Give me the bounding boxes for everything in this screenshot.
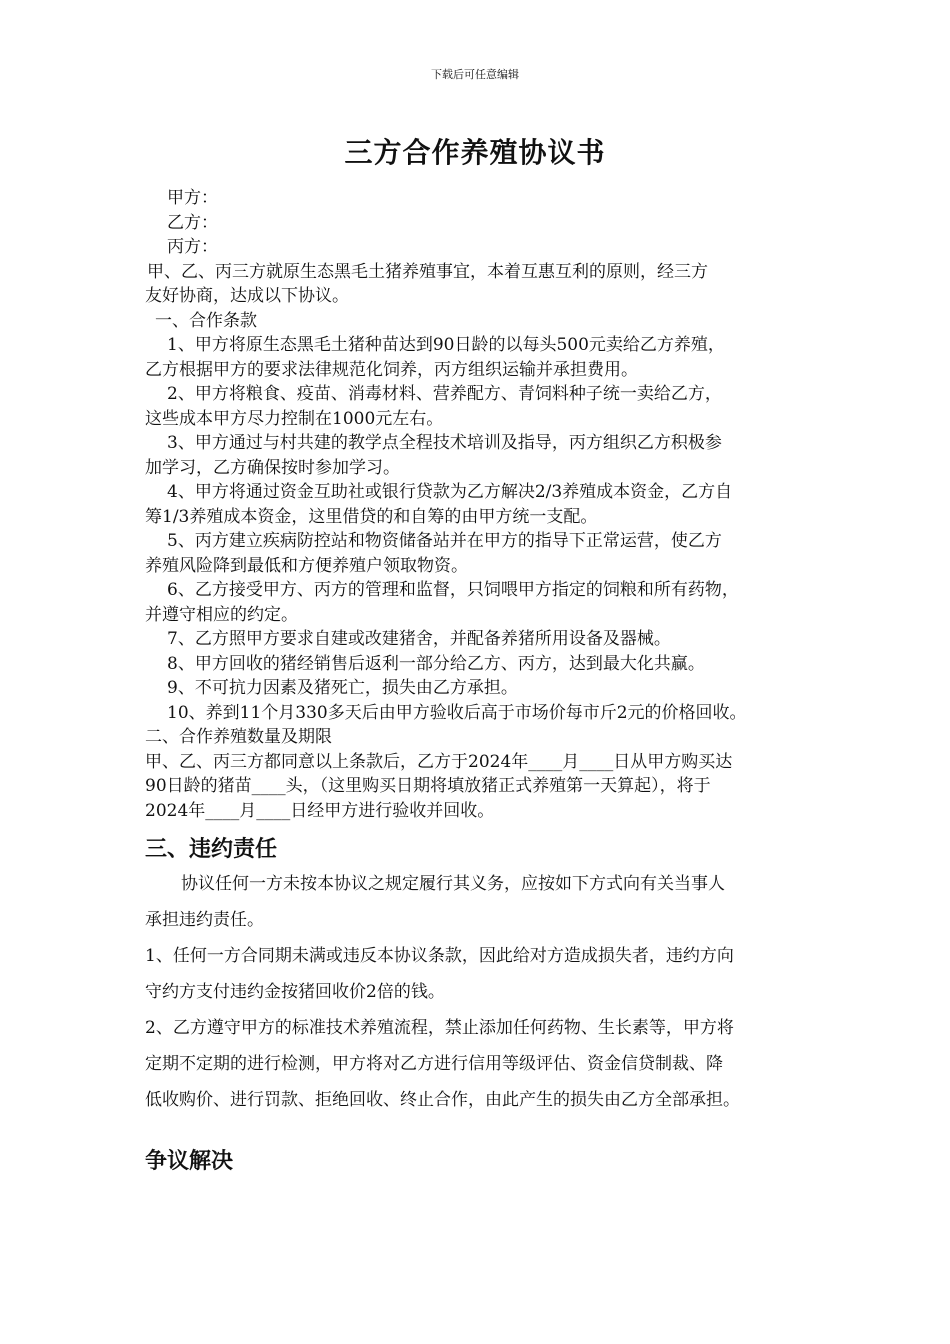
clause-line: 5、丙方建立疾病防控站和物资储备站并在甲方的指导下正常运营，使乙方 [167,531,722,551]
breach-line: 定期不定期的进行检测，甲方将对乙方进行信用等级评估、资金信贷制裁、降 [145,1054,723,1074]
clause-line: 4、甲方将通过资金互助社或银行贷款为乙方解决2/3养殖成本资金，乙方自 [167,482,733,502]
section-heading-breach: 三、违约责任 [145,836,278,862]
clause-line: 10、养到11个月330多天后由甲方验收后高于市场价每市斤2元的价格回收。 [167,702,747,723]
clause-line: 9、不可抗力因素及猪死亡，损失由乙方承担。 [167,678,518,698]
quantity-line: 90日龄的猪苗____头，（这里购买日期将填放猪正式养殖第一天算起），将于 [145,776,711,796]
clause-line: 筹1/3养殖成本资金，这里借贷的和自筹的由甲方统一支配。 [145,506,598,527]
document-title: 三方合作养殖协议书 [344,136,606,169]
quantity-line: 2024年____月____日经甲方进行验收并回收。 [145,800,495,821]
clause-line: 8、甲方回收的猪经销售后返利一部分给乙方、丙方，达到最大化共赢。 [167,653,705,674]
breach-line: 低收购价、进行罚款、拒绝回收、终止合作，由此产生的损失由乙方全部承担。 [145,1090,740,1110]
page-header-note: 下载后可任意编辑 [431,68,519,81]
quantity-line: 甲、乙、丙三方都同意以上条款后，乙方于2024年____月____日从甲方购买达 [145,751,733,772]
section-heading-terms: 一、合作条款 [155,310,257,331]
clause-line: 3、甲方通过与村共建的教学点全程技术培训及指导，丙方组织乙方积极参 [167,433,722,453]
clause-line: 这些成本甲方尽力控制在1000元左右。 [145,408,444,429]
agreement-body [145,186,825,823]
party-b-line: 乙方： [167,212,218,233]
clause-line: 加学习，乙方确保按时参加学习。 [145,457,400,478]
clause-line: 2、甲方将粮食、疫苗、消毒材料、营养配方、青饲料种子统一卖给乙方， [167,384,722,404]
breach-line: 2、乙方遵守甲方的标准技术养殖流程，禁止添加任何药物、生长素等，甲方将 [145,1018,734,1038]
clause-line: 养殖风险降到最低和方便养殖户领取物资。 [145,555,468,576]
section-heading-quantity: 二、合作养殖数量及期限 [145,727,332,747]
breach-body [145,866,825,1118]
clause-line: 并遵守相应的约定。 [145,604,298,625]
clause-line: 6、乙方接受甲方、丙方的管理和监督，只饲喂甲方指定的饲粮和所有药物， [167,580,739,600]
clause-line: 7、乙方照甲方要求自建或改建猪舍，并配备养猪所用设备及器械。 [167,629,671,649]
clause-line: 乙方根据甲方的要求法律规范化饲养，丙方组织运输并承担费用。 [145,359,638,380]
party-a-line: 甲方： [167,188,218,208]
section-heading-dispute: 争议解决 [145,1148,234,1174]
breach-line: 承担违约责任。 [145,910,264,930]
breach-line: 守约方支付违约金按猪回收价2倍的钱。 [145,982,445,1002]
intro-line: 友好协商，达成以下协议。 [145,286,349,306]
party-c-line: 丙方： [167,237,218,257]
clause-line: 1、甲方将原生态黑毛土猪种苗达到90日龄的以每头500元卖给乙方养殖， [167,335,725,355]
breach-line: 1、任何一方合同期未满或违反本协议条款，因此给对方造成损失者，违约方向 [145,946,734,966]
breach-line: 协议任何一方未按本协议之规定履行其义务，应按如下方式向有关当事人 [181,874,725,894]
intro-line: 甲、乙、丙三方就原生态黑毛土猪养殖事宜，本着互惠互利的原则，经三方 [147,261,708,282]
